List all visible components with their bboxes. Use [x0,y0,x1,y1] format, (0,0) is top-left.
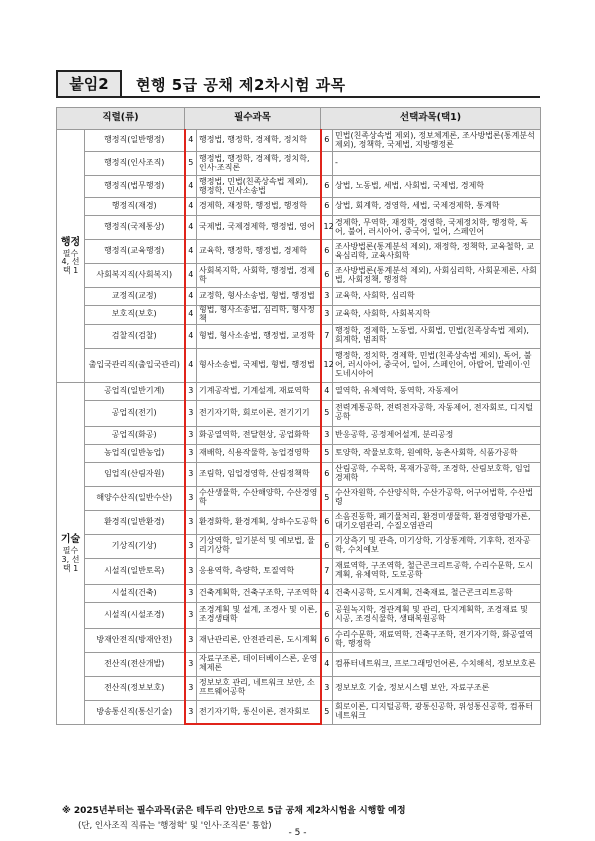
category-cell: 전산직(전산개발) [85,652,185,676]
required-subjects: 자료구조론, 데이터베이스론, 운영체제론 [197,652,321,676]
page-number: - 5 - [288,828,307,838]
category-cell: 방송통신직(통신기술) [85,700,185,724]
elective-subjects: 상법, 노동법, 세법, 사회법, 국제법, 경제학 [333,176,541,198]
category-cell: 행정직(교육행정) [85,240,185,264]
required-subjects: 환경화학, 환경계획, 상하수도공학 [197,510,321,534]
table-row [57,534,541,558]
table-row [57,324,541,348]
table-row [57,176,541,198]
required-subjects: 응용역학, 측량학, 토질역학 [197,558,321,584]
category-cell: 공업직(화공) [85,426,185,444]
elective-subjects: 조사방법론(통계분석 제외), 재정학, 정책학, 교육철학, 교육심리학, 교육사회학 [333,240,541,264]
required-subjects: 교육학, 행정학, 행정법, 경제학 [197,240,321,264]
group-cell [57,382,85,724]
required-subjects: 재배학, 식용작물학, 농업경영학 [197,444,321,462]
required-count: 3 [185,382,197,400]
table-row [57,264,541,288]
elective-count: 6 [321,534,333,558]
required-count: 3 [185,400,197,426]
category-cell: 검찰직(검찰) [85,324,185,348]
elective-subjects: 교육학, 사회학, 심리학 [333,288,541,306]
elective-count: 3 [321,306,333,325]
subjects-table [56,107,541,725]
elective-count: 6 [321,462,333,486]
elective-subjects: 재료역학, 구조역학, 철근콘크리트공학, 수리수문학, 도시계획, 유체역학, 도로공학 [333,558,541,584]
elective-subjects: 교육학, 사회학, 사회복지학 [333,306,541,325]
required-subjects: 건축계획학, 건축구조학, 구조역학 [197,584,321,602]
elective-subjects: 수산자원학, 수산양식학, 수산가공학, 어구어법학, 수산법령 [333,486,541,510]
table-row [57,426,541,444]
required-subjects: 조경계획 및 설계, 조경사 및 이론, 조경생태학 [197,602,321,628]
table-row [57,628,541,652]
category-cell: 시설직(건축) [85,584,185,602]
elective-count: 12 [321,216,333,240]
required-count: 4 [185,240,197,264]
category-cell: 행정직(재경) [85,198,185,216]
elective-count: 4 [321,382,333,400]
required-subjects: 사회복지학, 사회학, 행정법, 경제학 [197,264,321,288]
category-cell: 방재안전직(방재안전) [85,628,185,652]
required-count: 3 [185,510,197,534]
elective-count: 6 [321,240,333,264]
category-cell: 교정직(교정) [85,288,185,306]
required-subjects: 정보보호 관리, 네트워크 보안, 소프트웨어공학 [197,676,321,700]
category-cell: 행정직(인사조직) [85,152,185,176]
table-row [57,216,541,240]
elective-count: 6 [321,510,333,534]
group-note: 필수 3, 선택 1 [61,545,80,573]
required-count: 4 [185,198,197,216]
table-row [57,130,541,152]
required-count: 5 [185,152,197,176]
table-row [57,652,541,676]
category-cell: 행정직(국제통상) [85,216,185,240]
elective-count: 6 [321,198,333,216]
table-row [57,288,541,306]
required-count: 4 [185,130,197,152]
required-count: 4 [185,348,197,382]
table-row [57,602,541,628]
elective-count: 6 [321,602,333,628]
elective-count: 3 [321,426,333,444]
required-count: 3 [185,444,197,462]
group-name: 행정 [60,236,81,248]
required-subjects: 재난관리론, 안전관리론, 도시계획 [197,628,321,652]
table-body [57,130,541,725]
elective-subjects: 회로이론, 디지털공학, 광통신공학, 위성통신공학, 컴퓨터네트워크 [333,700,541,724]
required-subjects: 국제법, 국제경제학, 행정법, 영어 [197,216,321,240]
footnote-main: ※ 2025년부터는 필수과목(굵은 테두리 안)만으로 5급 공채 제2차시험을 시행할 예정 [62,806,406,816]
table-row [57,400,541,426]
elective-count: 6 [321,628,333,652]
elective-count: 7 [321,558,333,584]
required-subjects: 행정법, 행정학, 경제학, 정치학 [197,130,321,152]
table-row [57,444,541,462]
page-title: 현행 5급 공채 제2차시험 과목 [136,76,346,94]
required-subjects: 기계공작법, 기계설계, 재료역학 [197,382,321,400]
elective-subjects: 조사방법론(통계분석 제외), 사회심리학, 사회문제론, 사회법, 사회정책, 행정학 [333,264,541,288]
required-count: 3 [185,462,197,486]
table-row [57,152,541,176]
required-subjects: 형사소송법, 국제법, 형법, 행정법 [197,348,321,382]
required-count: 4 [185,264,197,288]
elective-subjects: 경제학, 무역학, 재정학, 경영학, 국제정치학, 행정학, 독어, 불어, 러시아어, 중국어, 일어, 스페인어 [333,216,541,240]
required-subjects: 행정법, 민법(친족상속법 제외), 행정학, 민사소송법 [197,176,321,198]
category-cell: 공업직(전기) [85,400,185,426]
table-header-row [57,108,541,130]
required-subjects: 경제학, 재정학, 행정법, 행정학 [197,198,321,216]
elective-subjects: 민법(친족상속법 제외), 정보체계론, 조사방법론(통계분석 제외), 정책학, 국제법, 지방행정론 [333,130,541,152]
elective-subjects: 열역학, 유체역학, 동역학, 자동제어 [333,382,541,400]
required-subjects: 교정학, 형사소송법, 형법, 행정법 [197,288,321,306]
group-name: 기술 [60,533,81,545]
category-cell: 환경직(일반환경) [85,510,185,534]
table-row [57,676,541,700]
elective-count: 5 [321,486,333,510]
elective-count: 5 [321,444,333,462]
category-cell: 공업직(일반기계) [85,382,185,400]
elective-subjects: 반응공학, 공정제어설계, 분리공정 [333,426,541,444]
elective-count: 12 [321,348,333,382]
elective-subjects: 산림공학, 수목학, 목재가공학, 조경학, 산림보호학, 임업경제학 [333,462,541,486]
elective-count: 4 [321,584,333,602]
required-count: 3 [185,558,197,584]
elective-subjects: 소음진동학, 폐기물처리, 환경미생물학, 환경영향평가론, 대기오염관리, 수질오염관리 [333,510,541,534]
category-cell: 기상직(기상) [85,534,185,558]
required-subjects: 화공열역학, 전달현상, 공업화학 [197,426,321,444]
table-row [57,700,541,724]
table-row [57,348,541,382]
elective-subjects: 정보보호 기술, 정보시스템 보안, 자료구조론 [333,676,541,700]
table-row [57,198,541,216]
required-count: 3 [185,602,197,628]
category-cell: 농업직(일반농업) [85,444,185,462]
title-row [56,70,540,100]
table-row [57,462,541,486]
header-required: 필수과목 [185,108,321,130]
required-count: 3 [185,700,197,724]
required-subjects: 형법, 형사소송법, 심리학, 형사정책 [197,306,321,325]
elective-count: 7 [321,324,333,348]
required-subjects: 기상역학, 일기분석 및 예보법, 물리기상학 [197,534,321,558]
elective-count: 6 [321,130,333,152]
category-cell: 사회복지직(사회복지) [85,264,185,288]
required-count: 3 [185,426,197,444]
elective-count: 4 [321,652,333,676]
elective-subjects: 건축시공학, 도시계획, 건축재료, 철근콘크리트공학 [333,584,541,602]
category-cell: 행정직(법무행정) [85,176,185,198]
required-count: 3 [185,534,197,558]
required-count: 4 [185,324,197,348]
required-subjects: 조림학, 임업경영학, 산림정책학 [197,462,321,486]
table-row [57,486,541,510]
elective-count: 5 [321,400,333,426]
required-subjects: 행정법, 행정학, 경제학, 정치학, 인사·조직론 [197,152,321,176]
elective-subjects: - [333,152,541,176]
header-category: 직렬(류) [57,108,185,130]
attachment-badge: 붙임2 [56,70,122,98]
required-subjects: 전기자기학, 회로이론, 전기기기 [197,400,321,426]
required-count: 4 [185,176,197,198]
elective-count: 6 [321,264,333,288]
table-row [57,584,541,602]
elective-count: 5 [321,700,333,724]
required-count: 3 [185,652,197,676]
elective-count [321,152,333,176]
required-count: 4 [185,288,197,306]
required-count: 3 [185,628,197,652]
category-cell: 보호직(보호) [85,306,185,325]
footnote-sub: (단, 인사조직 직류는 '행정학' 및 '인사·조직론' 통합) [78,821,272,831]
elective-subjects: 수리수문학, 재료역학, 건축구조학, 전기자기학, 화공열역학, 행정학 [333,628,541,652]
elective-count: 3 [321,288,333,306]
elective-subjects: 행정학, 정치학, 경제학, 민법(친족상속법 제외), 독어, 불어, 러시아어, 중국어, 일어, 스페인어, 아랍어, 말레이·인도네시아어 [333,348,541,382]
elective-subjects: 토양학, 작물보호학, 원예학, 농촌사회학, 식품가공학 [333,444,541,462]
elective-subjects: 기상측기 및 관측, 미기상학, 기상통계학, 기후학, 전자공학, 수치예보 [333,534,541,558]
elective-count: 6 [321,176,333,198]
title-underline [122,96,540,98]
elective-subjects: 행정학, 경제학, 노동법, 사회법, 민법(친족상속법 제외), 회계학, 범죄학 [333,324,541,348]
required-count: 4 [185,216,197,240]
category-cell: 해양수산직(일반수산) [85,486,185,510]
required-subjects: 수산생물학, 수산해양학, 수산경영학 [197,486,321,510]
required-count: 3 [185,676,197,700]
required-count: 4 [185,306,197,325]
category-cell: 전산직(정보보호) [85,676,185,700]
elective-subjects: 상법, 회계학, 경영학, 세법, 국제경제학, 통계학 [333,198,541,216]
elective-subjects: 공원녹지학, 경관계획 및 관리, 단지계획학, 조경재료 및 시공, 조경식물학, 생태복원공학 [333,602,541,628]
table-row [57,558,541,584]
elective-subjects: 전력계통공학, 전력전자공학, 자동제어, 전자회로, 디지털공학 [333,400,541,426]
required-subjects: 형법, 형사소송법, 행정법, 교정학 [197,324,321,348]
required-count: 3 [185,584,197,602]
category-cell: 임업직(산림자원) [85,462,185,486]
group-cell [57,130,85,383]
category-cell: 시설직(일반토목) [85,558,185,584]
category-cell: 시설직(시설조경) [85,602,185,628]
table-row [57,510,541,534]
table-row [57,240,541,264]
required-subjects: 전기자기학, 통신이론, 전자회로 [197,700,321,724]
elective-subjects: 컴퓨터네트워크, 프로그래밍언어론, 수치해석, 정보보호론 [333,652,541,676]
category-cell: 출입국관리직(출입국관리) [85,348,185,382]
table-row [57,306,541,325]
header-elective: 선택과목(택1) [321,108,541,130]
elective-count: 3 [321,676,333,700]
table-row [57,382,541,400]
category-cell: 행정직(일반행정) [85,130,185,152]
group-note: 필수 4, 선택 1 [61,248,80,276]
required-count: 3 [185,486,197,510]
